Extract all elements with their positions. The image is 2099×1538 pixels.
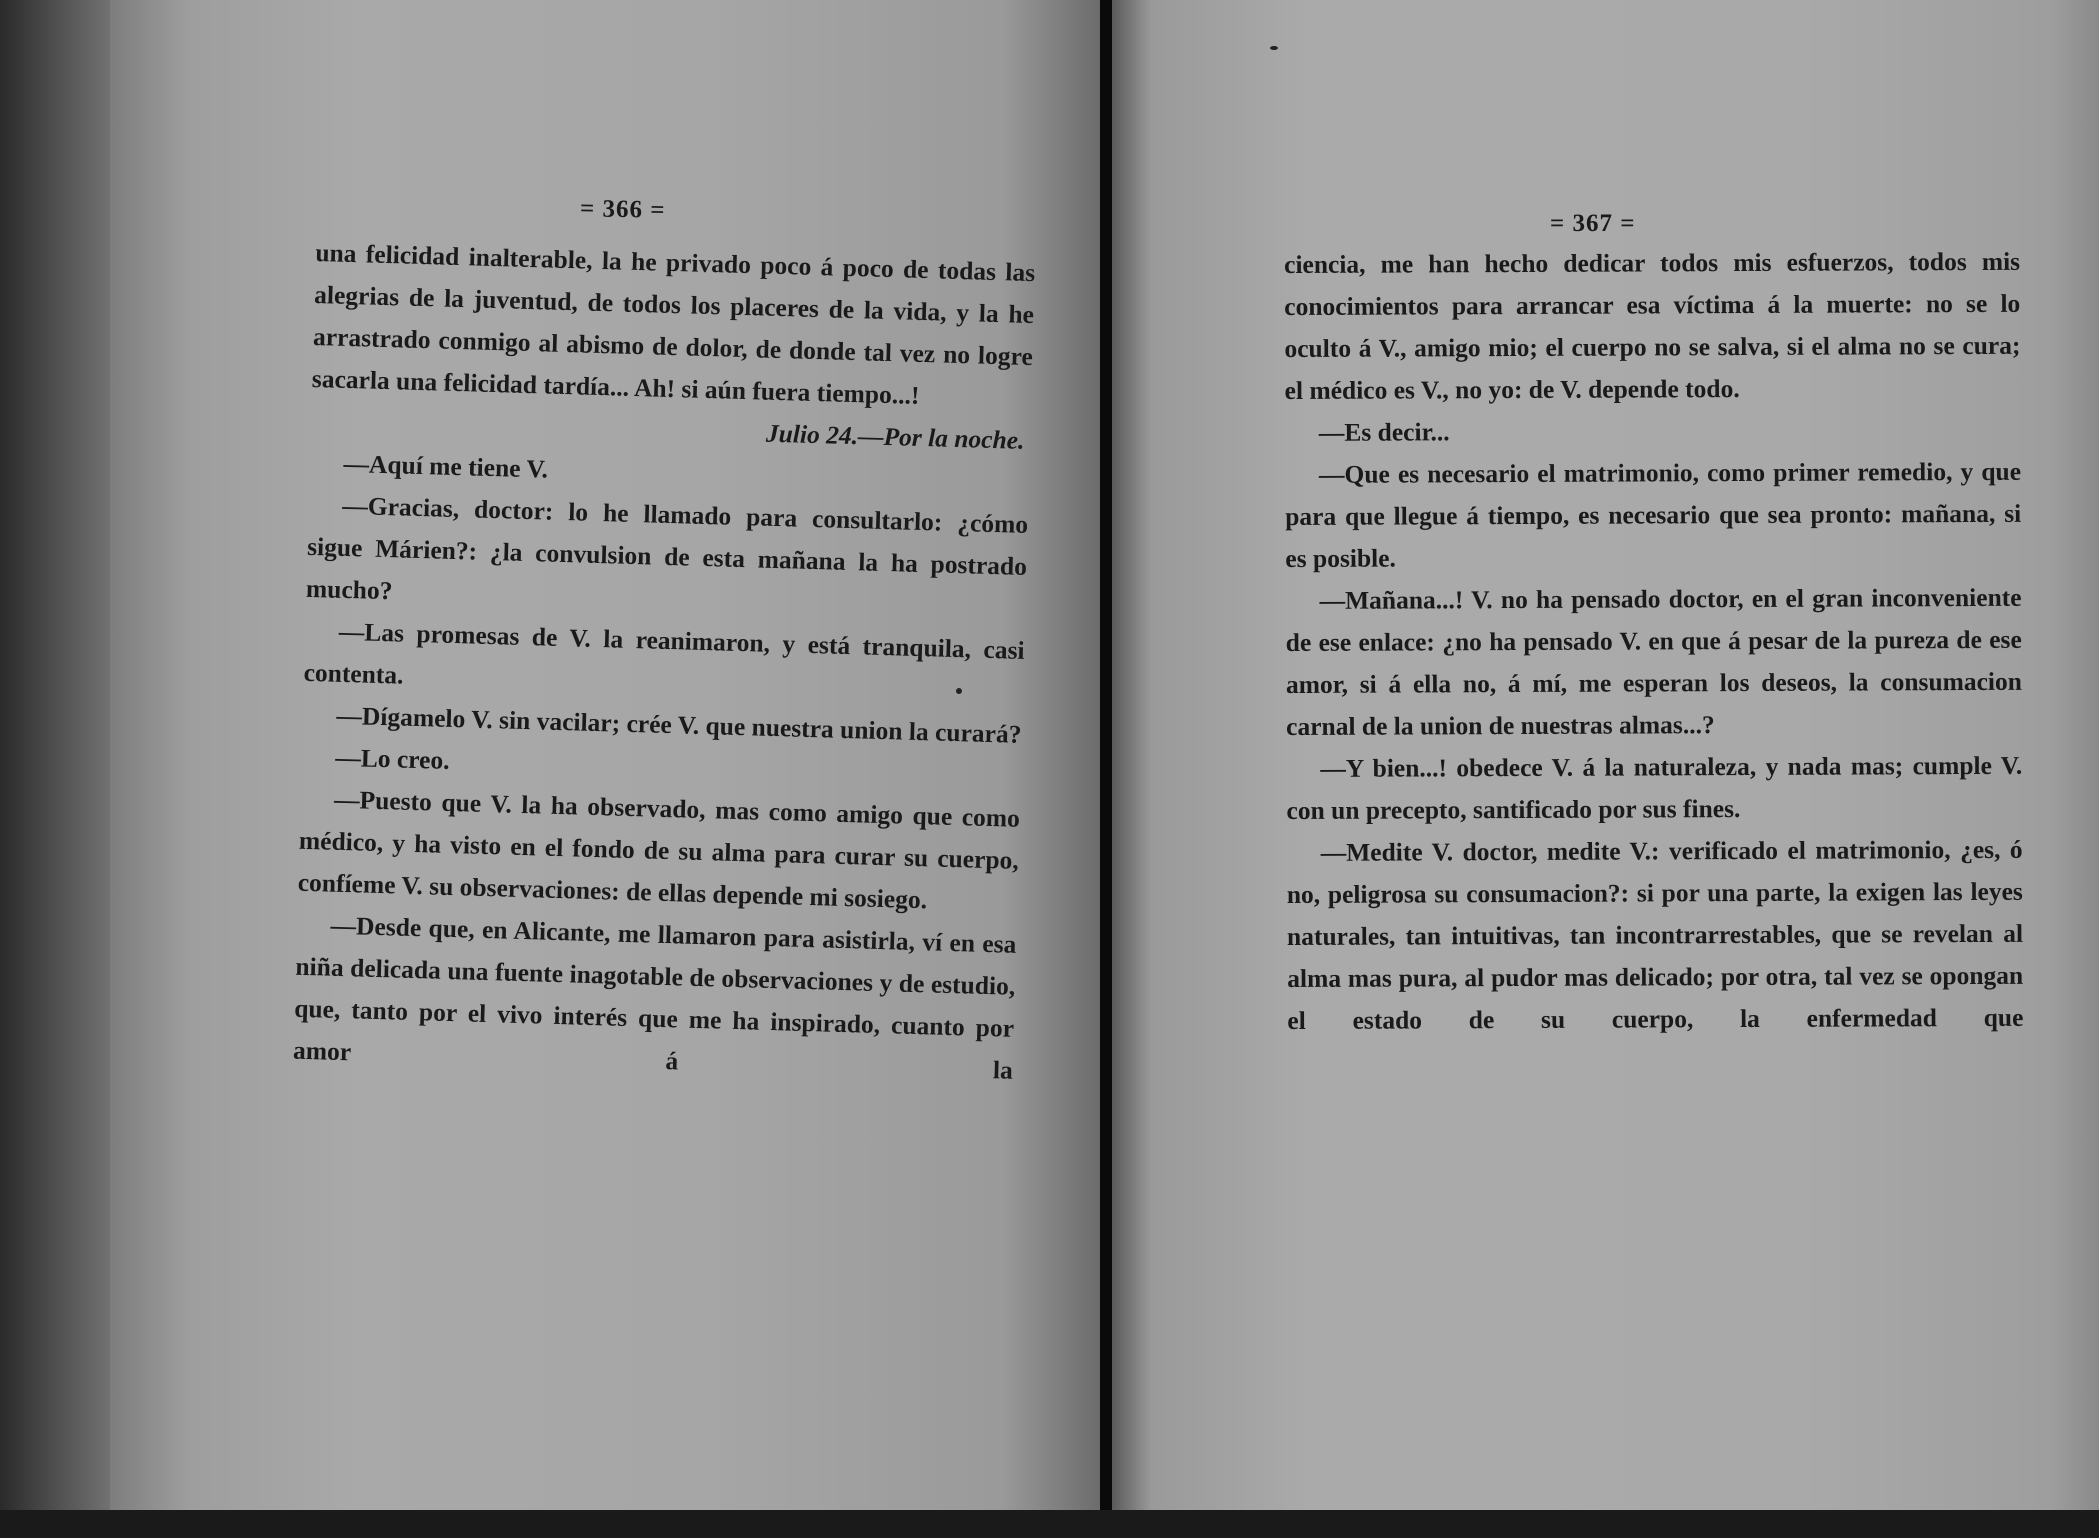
- paragraph: ciencia, me han hecho dedicar todos mis esfuerzos, todos mis conocimientos para arrancar esa víctima á la muerte: no se lo oculto á V., amigo mio; el cuerpo no se salva, si el alma no se cura; el médico es V., no yo: de V. depende todo.: [1284, 246, 2021, 405]
- paragraph: —Desde que, en Alicante, me llamaron para asistirla, ví en esa niña delicada una fuente inagotable de observaciones y de estudio, que, tanto por el vivo interés que me ha inspirado, cuanto por amor á la: [292, 910, 1017, 1085]
- paragraph: —Que es necesario el matrimonio, como primer remedio, y que para que llegue á tiempo, es necesario que sea pronto: mañana, si es posible.: [1285, 456, 2022, 573]
- paragraph: una felicidad inalterable, la he privado poco á poco de todas las alegrias de la juventud, de todos los placeres de la vida, y la he arrastrado conmigo al abismo de dolor, de donde tal vez no logre sacarla una felicidad tardía... Ah! si aún fuera tiempo...!: [311, 237, 1036, 410]
- right-page-text: [1284, 241, 2023, 1042]
- scan-bottom-edge: [0, 1510, 2099, 1538]
- paragraph: —Puesto que V. la ha observado, mas como amigo que como médico, y ha visto en el fondo de su alma para curar su cuerpo, confíeme V. su observaciones: de ellas depende mi sosiego.: [297, 784, 1021, 915]
- paragraph: —Medite V. doctor, medite V.: verificado el matrimonio, ¿es, ó no, peligrosa su consumacion?: si por una parte, la exigen las leyes naturales, tan intuitivas, tan incontrarrestables, que se revelan al alma mas pura, al pudor mas delicado; por otra, tal vez se opongan el estado de su cuerpo, la enfermedad que: [1286, 834, 2024, 1035]
- ink-speck: [956, 688, 962, 694]
- paragraph: —Gracias, doctor: lo he llamado para consultarlo: ¿cómo sigue Márien?: ¿la convulsion de esta mañana la ha postrado mucho?: [305, 490, 1029, 606]
- right-page: [1112, 0, 2099, 1538]
- ink-speck: [1270, 46, 1278, 50]
- paragraph: —Aquí me tiene V.: [343, 448, 549, 484]
- paragraph: —Es decir...: [1318, 417, 1450, 447]
- right-page-number: = 367 =: [1550, 210, 1636, 237]
- left-page-text: [293, 232, 1036, 1092]
- diary-date-heading: Julio 24.—Por la noche.: [765, 418, 1025, 455]
- paragraph: —Y bien...! obedece V. á la naturaleza, y nada mas; cumple V. con un precepto, santificado por sus fines.: [1286, 750, 2023, 825]
- paragraph: —Mañana...! V. no ha pensado doctor, en el gran inconveniente de ese enlace: ¿no ha pensado V. en que á pesar de la pureza de ese amor, si á ella no, á mí, me esperan los deseos, la consumacion carnal de la union de nuestras almas...?: [1285, 582, 2022, 741]
- paragraph: —Lo creo.: [334, 742, 450, 775]
- paragraph: —Dígamelo V. sin vacilar; crée V. que nuestra union la curará?: [336, 700, 1022, 749]
- paragraph: —Las promesas de V. la reanimaron, y está tranquila, casi contenta.: [303, 616, 1025, 690]
- left-page: [110, 0, 1100, 1538]
- left-page-number: = 366 =: [579, 195, 666, 224]
